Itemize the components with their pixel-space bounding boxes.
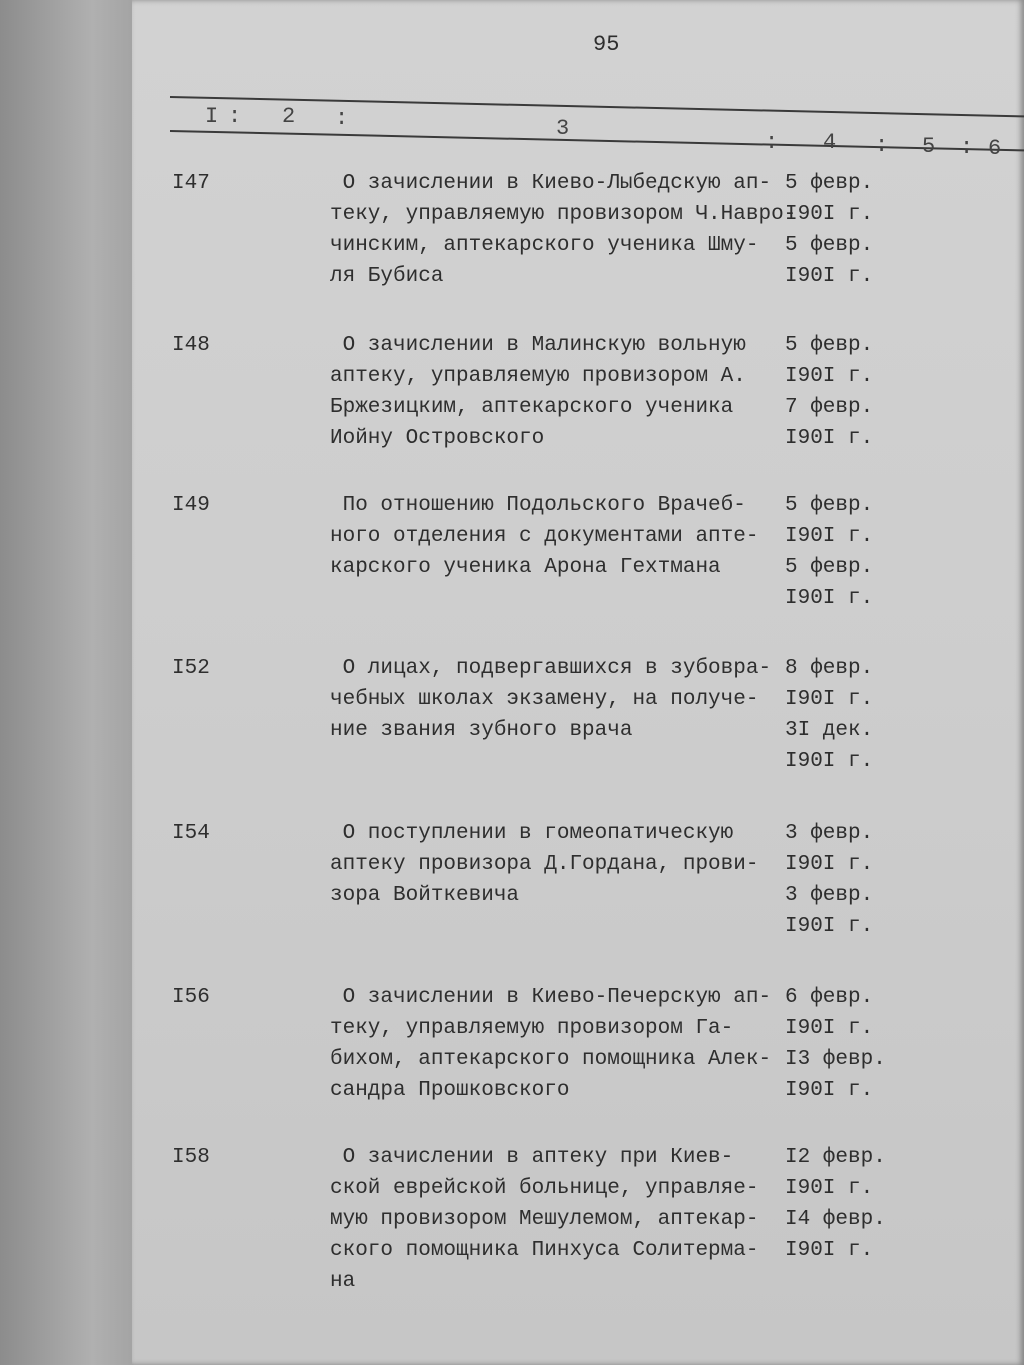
description-line: ской еврейской больнице, управляе- [330, 1177, 759, 1200]
entry-number: I56 [172, 986, 210, 1009]
date-line: I90I г. [785, 750, 874, 773]
entry-dates [785, 168, 873, 292]
description-line: ние звания зубного врача [330, 719, 633, 742]
entry-description [330, 818, 758, 942]
description-line: По отношению Подольского Врачеб- [330, 494, 746, 517]
date-line: I90I г. [785, 688, 874, 711]
header-col-3: 3 [556, 116, 570, 141]
header-col-6: 6 [988, 136, 1002, 161]
description-line: карского ученика Арона Гехтмана [330, 556, 721, 579]
date-line: 5 февр. [785, 334, 874, 357]
description-line: чинским, аптекарского ученика Шму- [330, 234, 759, 257]
description-line: аптеку провизора Д.Гордана, прови- [330, 853, 759, 876]
description-line: Иойну Островского [330, 427, 545, 450]
description-line: мую провизором Мешулемом, аптекар- [330, 1208, 759, 1231]
description-line: О зачислении в Малинскую вольную [330, 334, 746, 357]
description-line: О зачислении в аптеку при Киев- [330, 1146, 734, 1169]
entry-description [330, 982, 771, 1106]
description-line [330, 746, 771, 777]
entry-dates [785, 653, 873, 777]
page-number: 95 [593, 32, 620, 57]
date-line: I90I г. [785, 365, 874, 388]
entry-number: I49 [172, 494, 210, 517]
date-line: I90I г. [785, 265, 874, 288]
date-line: I90I г. [785, 1239, 874, 1262]
entry-dates [785, 330, 873, 454]
entry-description [330, 330, 746, 454]
header-sep: : [765, 130, 779, 155]
entry-description [330, 653, 771, 777]
date-line: I2 февр. [785, 1146, 886, 1169]
description-line: теку, управляемую провизором Га- [330, 1017, 734, 1040]
entry-number: I48 [172, 334, 210, 357]
entry-dates [785, 982, 886, 1106]
description-line: теку, управляемую провизором Ч.Навро- [330, 203, 797, 226]
entry-description [330, 490, 758, 614]
description-line [330, 911, 758, 942]
header-col-5: 5 [922, 134, 936, 159]
description-line: О поступлении в гомеопатическую [330, 822, 734, 845]
description-line: бихом, аптекарского помощника Алек- [330, 1048, 772, 1071]
date-line: I90I г. [785, 525, 874, 548]
description-line: ного отделения с документами апте- [330, 525, 759, 548]
entry-dates [785, 490, 873, 614]
header-col-1: I [205, 104, 219, 129]
description-line: О зачислении в Киево-Печерскую ап- [330, 986, 772, 1009]
header-sep: : [875, 133, 889, 158]
entry-dates [785, 1142, 886, 1266]
date-line: 3 февр. [785, 822, 874, 845]
date-line: 5 февр. [785, 234, 874, 257]
facing-page-edge [0, 0, 132, 1365]
date-line: I3 февр. [785, 1048, 886, 1071]
date-line: I90I г. [785, 203, 874, 226]
date-line: 8 февр. [785, 657, 874, 680]
entry-number: I58 [172, 1146, 210, 1169]
date-line: I90I г. [785, 427, 874, 450]
date-line: 3 февр. [785, 884, 874, 907]
header-sep: : [228, 104, 242, 129]
date-line: I90I г. [785, 1079, 874, 1102]
description-line: О зачислении в Киево-Лыбедскую ап- [330, 172, 772, 195]
header-sep: : [960, 135, 974, 160]
description-line: аптеку, управляемую провизором А. [330, 365, 746, 388]
description-line: на [330, 1270, 356, 1293]
header-sep: : [335, 106, 349, 131]
entry-number: I47 [172, 172, 210, 195]
entry-description [330, 1142, 758, 1297]
description-line: чебных школах экзамену, на получе- [330, 688, 759, 711]
header-col-2: 2 [282, 104, 296, 129]
description-line [330, 583, 758, 614]
description-line: ля Бубиса [330, 265, 444, 288]
date-line: 5 февр. [785, 556, 874, 579]
date-line: 5 февр. [785, 172, 874, 195]
date-line: 5 февр. [785, 494, 874, 517]
date-line: I4 февр. [785, 1208, 886, 1231]
entry-number: I52 [172, 657, 210, 680]
header-col-4: 4 [823, 130, 837, 155]
date-line: 7 февр. [785, 396, 874, 419]
date-line: 3I дек. [785, 719, 874, 742]
description-line: ского помощника Пинхуса Солитерма- [330, 1239, 759, 1262]
date-line: 6 февр. [785, 986, 874, 1009]
date-line: I90I г. [785, 915, 874, 938]
description-line: зора Войткевича [330, 884, 520, 907]
description-line: Бржезицким, аптекарского ученика [330, 396, 734, 419]
date-line: I90I г. [785, 1177, 874, 1200]
entry-number: I54 [172, 822, 210, 845]
date-line: I90I г. [785, 853, 874, 876]
entry-dates [785, 818, 873, 942]
description-line: сандра Прошковского [330, 1079, 570, 1102]
description-line: О лицах, подвергавшихся в зубовра- [330, 657, 772, 680]
entry-description [330, 168, 796, 292]
date-line: I90I г. [785, 587, 874, 610]
date-line: I90I г. [785, 1017, 874, 1040]
